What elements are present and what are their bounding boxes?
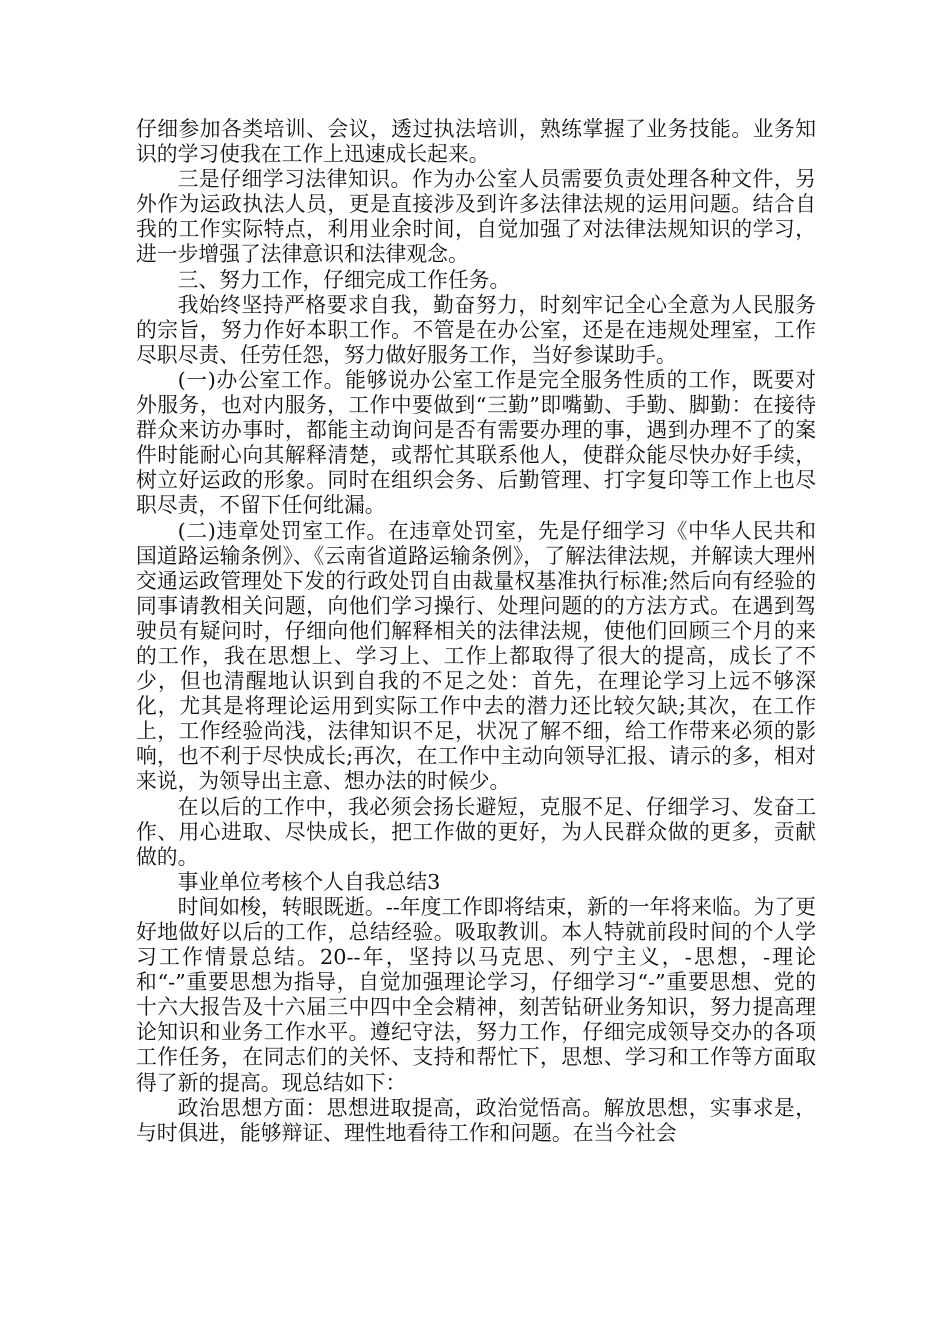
section-title-3: 事业单位考核个人自我总结3 bbox=[177, 869, 441, 894]
paragraph-penalty-office-work: (二)违章处罚室工作。在违章处罚室，先是仔细学习《中华人民共和国道路运输条例》、《云南省道路运输条例》，了解法律法规，并解读大理州交通运政管理处下发的行政处罚自由裁量权基准执行标准;然后向有经验的同事请教相关问题，向他们学习操行、处理问题的的方法方式。在遇到驾驶员有疑问时，仔细向他们解释相关的法律法规，使他们回顾三个月的来的工作，我在思想上、学习上、工作上都取得了很大的提高，成长了不少，但也清醒地认识到自我的不足之处：首先，在理论学习上远不够深化，尤其是将理论运用到实际工作中去的潜力还比较欠缺;其次，在工作上，工作经验尚浅，法律知识不足，状况了解不细，给工作带来必须的影响，也不利于尽快成长;再次，在工作中主动向领导汇报、请示的多，相对来说，为领导出主意、想办法的时候少。 bbox=[136, 518, 816, 794]
paragraph-4: 我始终坚持严格要求自我，勤奋努力，时刻牢记全心全意为人民服务的宗旨，努力作好本职工作。不管是在办公室，还是在违规处理室，工作尽职尽责、任劳任怨，努力做好服务工作，当好参谋助手。 bbox=[136, 292, 816, 367]
paragraph-1: 仔细参加各类培训、会议，透过执法培训，熟练掌握了业务技能。业务知识的学习使我在工作上迅速成长起来。 bbox=[136, 117, 816, 167]
paragraph-office-work: (一)办公室工作。能够说办公室工作是完全服务性质的工作，既要对外服务，也对内服务，工作中要做到“三勤”即嘴勤、手勤、脚勤：在接待群众来访办事时，都能主动询问是否有需要办理的事，遇到办理不了的案件时能耐心向其解释清楚，或帮忙其联系他人，使群众能尽快办好手续，树立好运政的形象。同时在组织会务、后勤管理、打字复印等工作上也尽职尽责，不留下任何纰漏。 bbox=[136, 367, 816, 518]
document-body bbox=[136, 117, 816, 1146]
section-heading-3: 三、努力工作，仔细完成工作任务。 bbox=[177, 267, 511, 292]
paragraph-future-work: 在以后的工作中，我必须会扬长避短，克服不足、仔细学习、发奋工作、用心进取、尽快成长，把工作做的更好，为人民群众做的更多，贡献做的。 bbox=[136, 794, 816, 869]
paragraph-2: 三是仔细学习法律知识。作为办公室人员需要负责处理各种文件，另外作为运政执法人员，更是直接涉及到许多法律法规的运用问题。结合自我的工作实际特点，利用业余时间，自觉加强了对法律法规知识的学习，进一步增强了法律意识和法律观念。 bbox=[136, 167, 816, 267]
paragraph-summary-intro: 时间如梭，转眼既逝。--年度工作即将结束，新的一年将来临。为了更好地做好以后的工作，总结经验。吸取教训。本人特就前段时间的个人学习工作情景总结。20--年，坚持以马克思、列宁主义，-思想，-理论和“-”重要思想为指导，自觉加强理论学习，仔细学习“-”重要思想、党的十六大报告及十六届三中四中全会精神，刻苦钻研业务知识，努力提高理论知识和业务工作水平。遵纪守法，努力工作，仔细完成领导交办的各项工作任务，在同志们的关怀、支持和帮忙下，思想、学习和工作等方面取得了新的提高。现总结如下： bbox=[136, 894, 816, 1095]
paragraph-political-thought: 政治思想方面：思想进取提高，政治觉悟高。解放思想，实事求是，与时俱进，能够辩证、理性地看待工作和问题。在当今社会 bbox=[136, 1095, 816, 1145]
